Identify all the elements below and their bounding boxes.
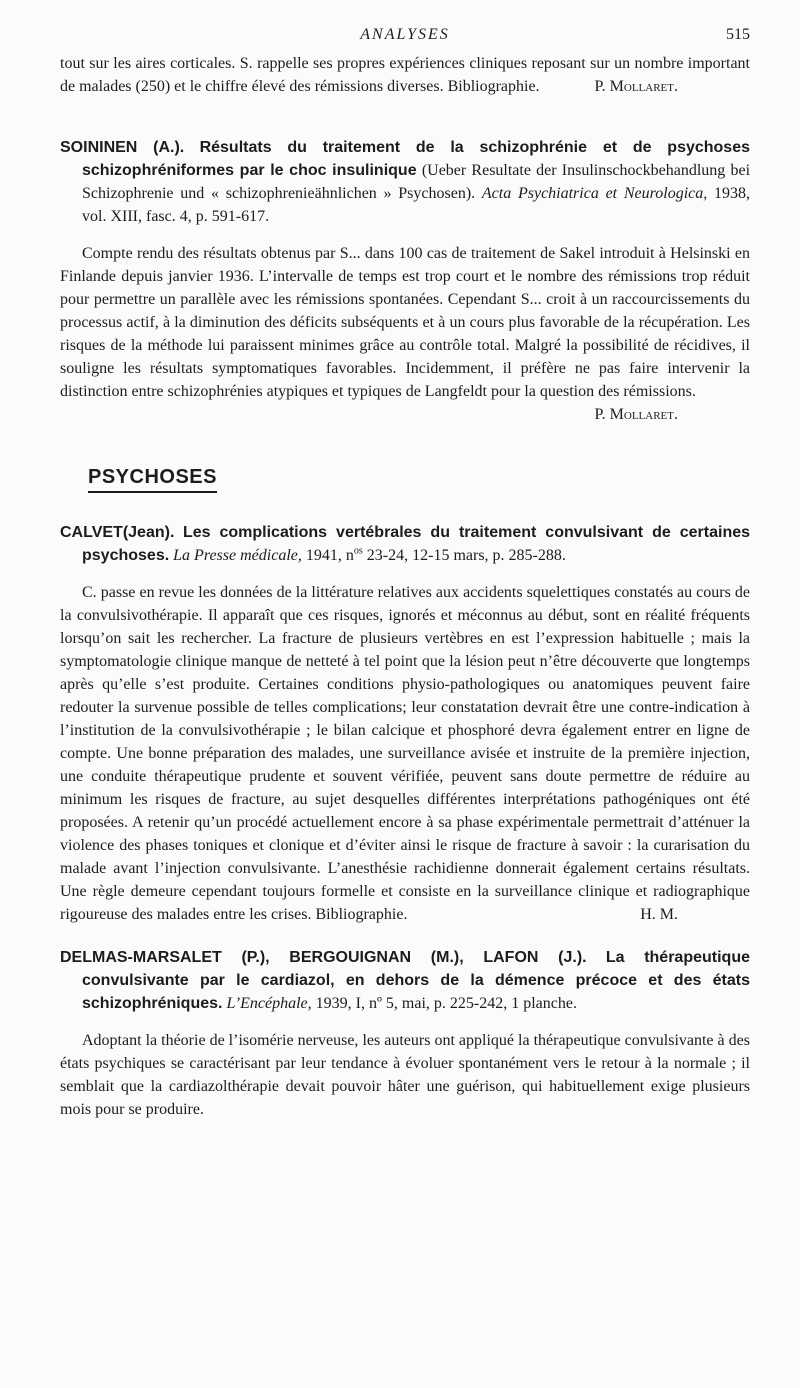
- entry-calvet-body: [60, 581, 750, 926]
- entry-soininen-translation: (Ueber Resultate der Insulinschockbehandlung bei Schizophrenie und « schizophrenieähnlichen » Psychosen).: [82, 162, 751, 202]
- entry-delmas-ref: 1939, I, nº 5, mai, p. 225-242, 1 planche.: [315, 995, 577, 1012]
- entry-delmas-body: Adoptant la théorie de l’isomérie nerveuse, les auteurs ont appliqué la thérapeutique convulsivante à des états psychiques se caractérisant par leur tendance à évoluer spontanément vers le retour à la normale ; il semblait que la cardiazolthérapie devait pouvoir hâter une guérison, qui habituellement exige plusieurs mois pour se produire.: [60, 1032, 750, 1118]
- running-head-title: ANALYSES: [360, 26, 450, 43]
- document-page: [60, 22, 750, 1121]
- continuation-paragraph: [60, 52, 750, 98]
- page-number: 515: [726, 26, 750, 43]
- entry-calvet-title: Les complications vertébrales du traitement convulsivant de certaines psychoses.: [82, 524, 751, 564]
- entry-calvet-body-text: C. passe en revue les données de la littérature relatives aux accidents squelettiques constatés au cours de la convulsivothérapie. Il apparaît que ces risques, ignorés et méconnus au début, sont en réalité fréquents lorsqu’on sait les rechercher. La fracture de plusieurs vertèbres en est l’expression habituelle ; mais la symptomatologie clinique manque de netteté à tel point que la lésion peut n’être découverte que longtemps après qu’elle s’est produite. Certaines conditions physio-pathologiques ou anatomiques peuvent faire redouter la survenue possible de telles complications; leur constatation devrait être une contre-indication à l’institution de la convulsivothérapie ; le bilan calcique et phosphoré devra également entrer en ligne de compte. Une bonne préparation des malades, une surveillance avisée et instruite de la première injection, une conduite thérapeutique prudente et souvent vérifiée, peuvent sans doute permettre de réduire au minimum les risques de fracture, au sujet desquelles différentes interprétations pathogéniques ont été proposées. A retenir qu’un procédé actuellement encore à sa phase expérimentale permettrait d’atténuer la violence des phases toniques et clonique et d’éviter ainsi le risque de fracture à savoir : la curarisation du malade avant l’injection convulsivante. L’anesthésie rachidienne donnerait également certains résultats. Une règle demeure cependant toujours formelle et consiste en la surveillance clinique et radiographique rigoureuse des malades entre les crises. Bibliographie.: [60, 584, 750, 923]
- entry-delmas-authors: DELMAS-MARSALET (P.), BERGOUIGNAN (M.), LAFON (J.).: [60, 949, 587, 966]
- entry-soininen-signature: P. Mollaret.: [594, 406, 678, 423]
- section-title-psychoses: PSYCHOSES: [88, 466, 217, 493]
- entry-calvet-ref-sup: os: [353, 545, 363, 557]
- entry-soininen-heading: [60, 136, 750, 228]
- entry-delmas-title: La thérapeutique convulsivante par le cardiazol, en dehors de la démence précoce et des états schizophréniques.: [82, 949, 750, 1012]
- entry-calvet-signature: H. M.: [640, 906, 678, 923]
- continuation-signature: [595, 75, 678, 98]
- entry-calvet-ref: [306, 547, 566, 564]
- entry-delmas-journal: L’Encéphale,: [226, 995, 312, 1012]
- entry-soininen-title: Résultats du traitement de la schizophrénie et de psychoses schizophréniformes par le choc insulinique: [82, 139, 751, 179]
- continuation-text: tout sur les aires corticales. S. rappelle ses propres expériences cliniques reposant sur un nombre important de malades (250) et le chiffre élevé des rémissions diverses. Bibliographie.: [60, 55, 750, 95]
- entry-calvet-ref-post: 23-24, 12-15 mars, p. 285-288.: [362, 547, 566, 564]
- entry-soininen-journal: Acta Psychiatrica et Neurologica,: [481, 185, 708, 202]
- entry-soininen-body: Compte rendu des résultats obtenus par S... dans 100 cas de traitement de Sakel introduit à Helsinski en Finlande depuis janvier 1936. L’intervalle de temps est trop court et le nombre des rémissions trop réduit pour permettre un parallèle avec les rémissions spontanées. Cependant S... croit à un raccourcissements du processus actif, à la diminution des déficits subséquents et à un cours plus favorable de la récupération. Les risques de la méthode lui paraissent minimes grâce au contrôle total. Malgré la possibilité de récidives, il souligne les résultats symptomatiques favorables. Incidemment, il préfère ne pas faire intervenir la distinction entre schizophrénies atypiques et typiques de Langfeldt pour la question des rémissions.: [60, 245, 750, 400]
- entry-soininen-ref: 1938, vol. XIII, fasc. 4, p. 591-617.: [82, 185, 751, 225]
- entry-delmas-heading: [60, 946, 750, 1015]
- entry-calvet-journal: La Presse médicale,: [173, 547, 302, 564]
- continuation-signature-text: P. Mollaret.: [594, 78, 678, 95]
- entry-calvet-author: CALVET(Jean).: [60, 524, 175, 541]
- entry-soininen-author: SOININEN (A.).: [60, 139, 185, 156]
- entry-calvet-heading: [60, 521, 750, 567]
- entry-calvet-ref-pre: 1941, n: [305, 547, 354, 564]
- running-head: [60, 22, 750, 52]
